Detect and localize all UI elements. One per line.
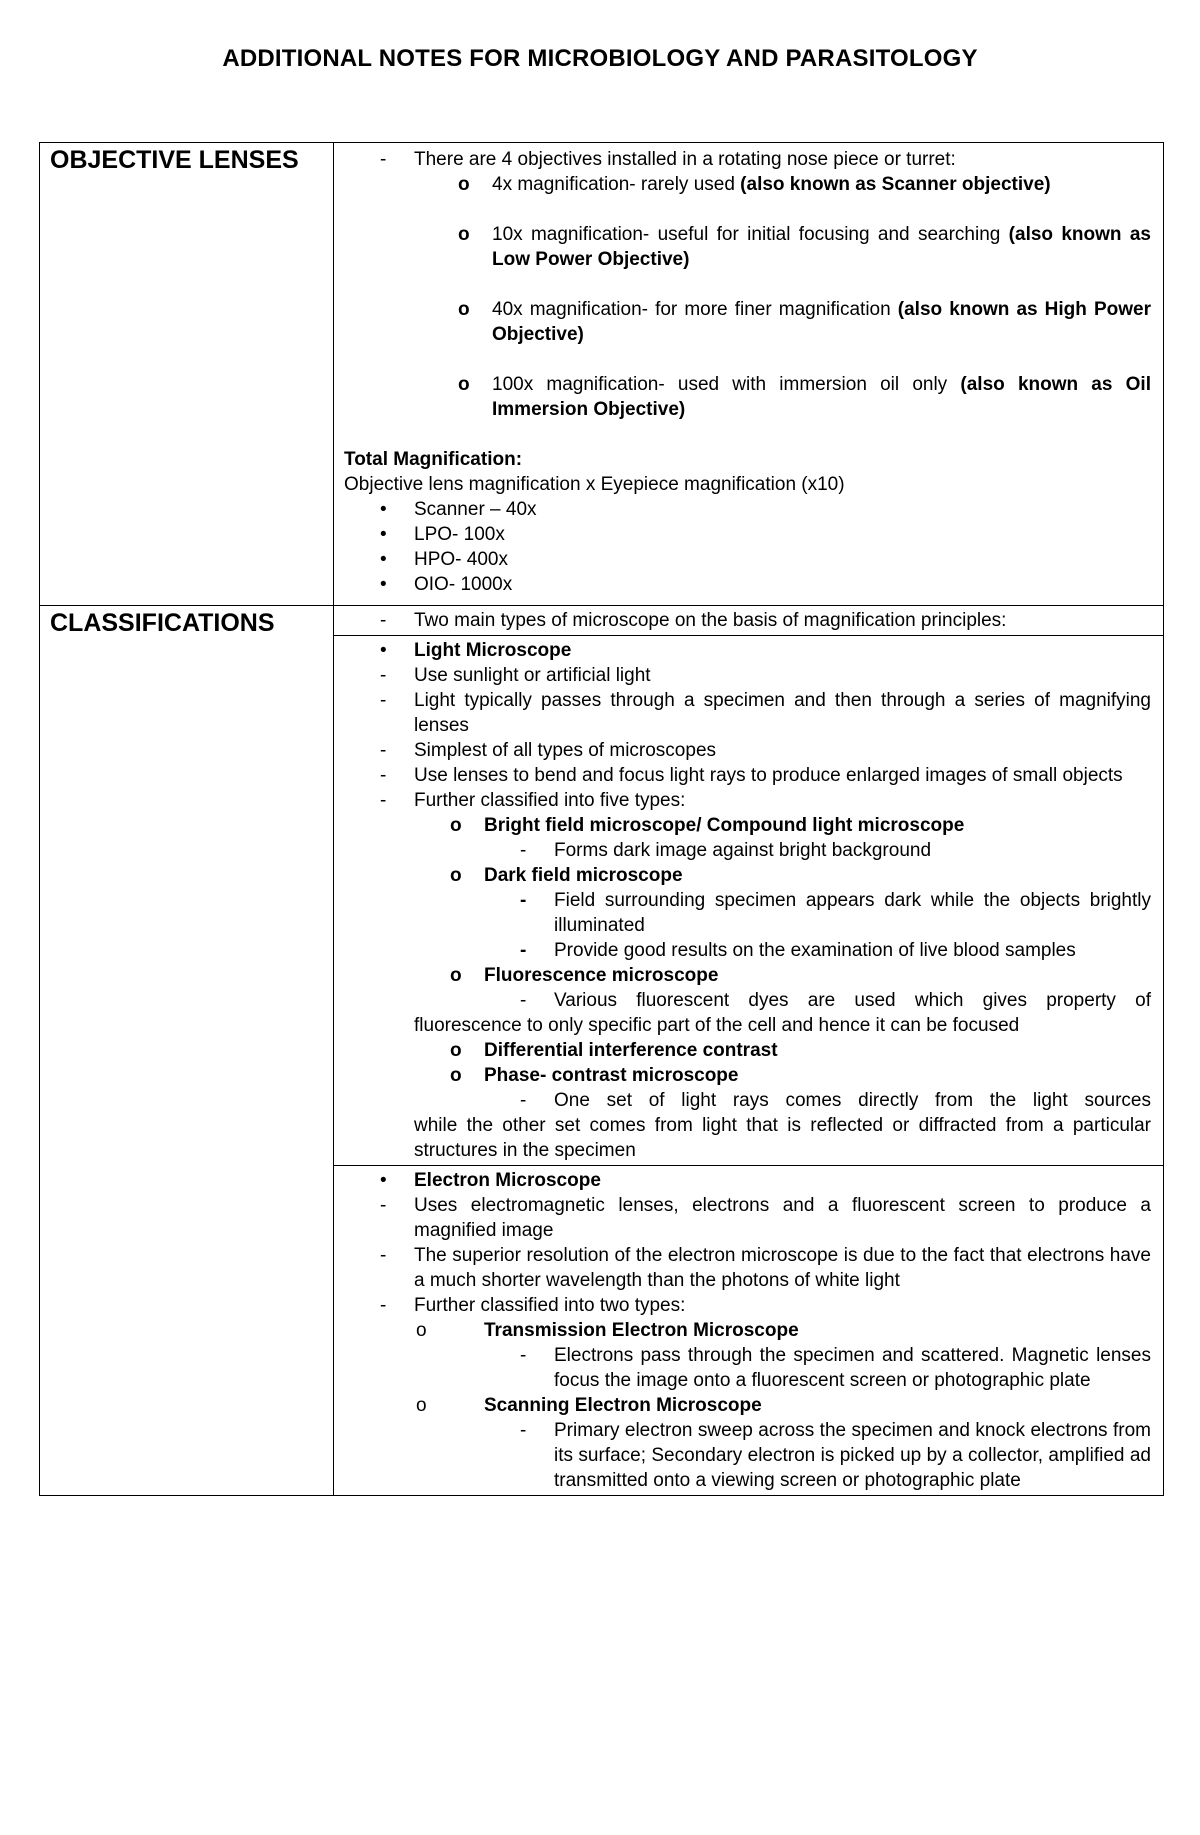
phase-contrast-title: o Phase- contrast microscope — [344, 1063, 1151, 1088]
light-microscope-title: • Light Microscope — [344, 638, 1151, 663]
electron-microscope-section — [334, 1165, 1163, 1495]
dark-field-point: - Field surrounding specimen appears dark while the objects brightly illuminated — [520, 890, 1151, 936]
dark-field-title: o Dark field microscope — [344, 863, 1151, 888]
bullet-icon: • — [380, 524, 387, 545]
sem-title: o Scanning Electron Microscope — [344, 1393, 1151, 1418]
circle-bullet-icon: o — [450, 1040, 462, 1061]
total-item: • Scanner – 40x — [344, 497, 1151, 522]
circle-bullet-icon: o — [458, 224, 470, 245]
light-point: - Light typically passes through a specimen and then through a series of magnifying lenses — [380, 690, 1151, 736]
bullet-icon: • — [380, 574, 387, 595]
tem-point: - Electrons pass through the specimen and scattered. Magnetic lenses focus the image onto a fluorescent screen or photographic plate — [520, 1345, 1151, 1391]
circle-bullet-icon: o — [458, 299, 470, 320]
objective-lenses-content — [334, 143, 1164, 606]
electron-microscope-title: • Electron Microscope — [344, 1168, 1151, 1193]
notes-table — [39, 142, 1164, 1496]
classifications-header: CLASSIFICATIONS — [40, 606, 334, 1496]
objective-item-40x: o 40x magnification- for more finer magnification (also known as High Power Objective) — [344, 297, 1151, 347]
total-item: • LPO- 100x — [344, 522, 1151, 547]
bullet-icon: • — [380, 640, 387, 661]
bright-field-point: - Forms dark image against bright background — [520, 840, 932, 861]
total-item: • HPO- 400x — [344, 547, 1151, 572]
page-title: ADDITIONAL NOTES FOR MICROBIOLOGY AND PARASITOLOGY — [222, 45, 978, 72]
light-point: - Further classified into five types: — [380, 790, 686, 811]
phase-contrast-point: - One set of light rays comes directly from the light sources — [520, 1090, 1151, 1111]
total-item: • OIO- 1000x — [344, 572, 1151, 597]
circle-bullet-icon: o — [416, 1395, 427, 1416]
fluorescence-title: o Fluorescence microscope — [344, 963, 1151, 988]
classifications-intro-row: - Two main types of microscope on the basis of magnification principles: — [334, 606, 1163, 635]
objective-intro: - There are 4 objectives installed in a rotating nose piece or turret: — [344, 147, 1151, 172]
dash-marker: - — [380, 610, 387, 631]
bullet-icon: • — [380, 549, 387, 570]
tem-title: o Transmission Electron Microscope — [344, 1318, 1151, 1343]
phase-contrast-point-cont: while the other set comes from light that is reflected or diffracted from a particular structures in the specimen — [414, 1115, 1151, 1161]
electron-point: - Uses electromagnetic lenses, electrons and a fluorescent screen to produce a magnified image — [380, 1195, 1151, 1241]
objective-item-4x: o 4x magnification- rarely used (also known as Scanner objective) — [344, 172, 1151, 197]
fluorescence-point-cont: fluorescence to only specific part of the cell and hence it can be focused — [414, 1015, 1020, 1036]
objective-lenses-header: OBJECTIVE LENSES — [40, 143, 334, 606]
circle-bullet-icon: o — [416, 1320, 427, 1341]
circle-bullet-icon: o — [450, 865, 462, 886]
circle-bullet-icon: o — [458, 374, 470, 395]
electron-point: - The superior resolution of the electron microscope is due to the fact that electrons have a much shorter wavelength than the photons of white light — [380, 1245, 1151, 1291]
objective-lenses-row — [40, 143, 1164, 606]
dash-marker: - — [380, 149, 387, 170]
objective-item-10x: o 10x magnification- useful for initial focusing and searching (also known as Low Power Objective) — [344, 222, 1151, 272]
bright-field-title: o Bright field microscope/ Compound light microscope — [344, 813, 1151, 838]
light-microscope-section — [334, 635, 1163, 1165]
circle-bullet-icon: o — [450, 965, 462, 986]
classifications-content — [334, 606, 1164, 1496]
circle-bullet-icon: o — [458, 174, 470, 195]
light-point: - Simplest of all types of microscopes — [380, 740, 717, 761]
fluorescence-point: - Various fluorescent dyes are used which gives property of — [520, 990, 1151, 1011]
bullet-icon: • — [380, 1170, 387, 1191]
light-point: - Use lenses to bend and focus light rays to produce enlarged images of small objects — [380, 765, 1123, 786]
circle-bullet-icon: o — [450, 815, 462, 836]
sem-point: - Primary electron sweep across the specimen and knock electrons from its surface; Secondary electron is picked up by a collector, amplified ad transmitted onto a viewing screen or photographic plate — [520, 1420, 1151, 1491]
dic-title: o Differential interference contrast — [344, 1038, 1151, 1063]
classifications-row — [40, 606, 1164, 1496]
bullet-icon: • — [380, 499, 387, 520]
dark-field-point: - Provide good results on the examination of live blood samples — [520, 940, 1076, 961]
total-magnification-label: Total Magnification: — [344, 449, 523, 470]
electron-point: - Further classified into two types: — [380, 1295, 686, 1316]
objective-item-100x: o 100x magnification- used with immersion oil only (also known as Oil Immersion Objective) — [344, 372, 1151, 422]
total-magnification-formula: Objective lens magnification x Eyepiece magnification (x10) — [344, 474, 845, 495]
light-point: - Use sunlight or artificial light — [380, 665, 651, 686]
circle-bullet-icon: o — [450, 1065, 462, 1086]
